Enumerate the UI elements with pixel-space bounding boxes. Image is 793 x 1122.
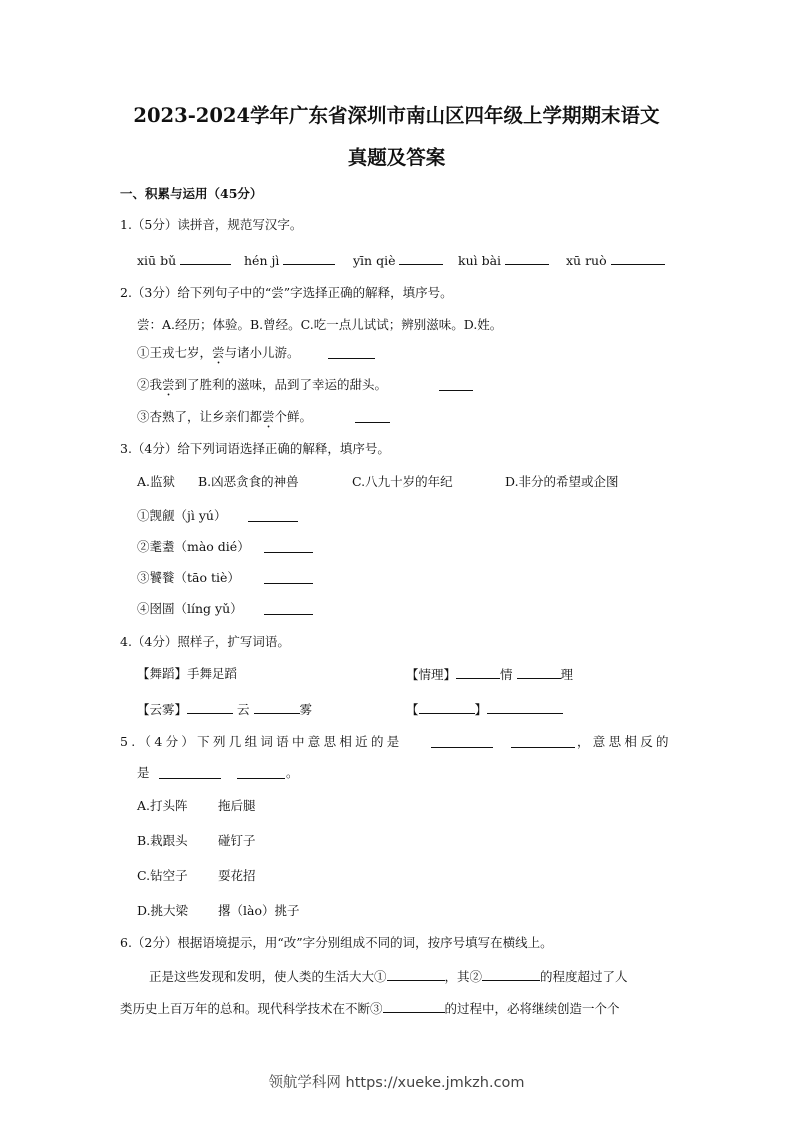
q1-stem: 1.（5分）读拼音，规范写汉字。 bbox=[120, 217, 303, 232]
answer-blank[interactable] bbox=[399, 252, 443, 265]
q3-word-1: ①觊觎（jì yú） bbox=[137, 508, 227, 523]
q4-qingli: 【情理】 情 理 bbox=[406, 667, 574, 682]
q6-passage-line-2: 类历史上百万年的总和。现代科学技术在不断③ 的过程中，必将继续创造一个个 bbox=[120, 1001, 620, 1016]
q5-option-b2: 碰钉子 bbox=[218, 833, 256, 848]
q3-option-b: B.凶恶贪食的神兽 bbox=[198, 474, 299, 489]
q4-stem: 4.（4分）照样子，扩写词语。 bbox=[120, 634, 290, 649]
q1-item-2: hén jì bbox=[244, 252, 335, 269]
q3-stem: 3.（4分）给下列词语选择正确的解释，填序号。 bbox=[120, 441, 390, 456]
footer-watermark: 领航学科网 https://xueke.jmkzh.com bbox=[268, 1075, 525, 1091]
q5-stem-end: 。 bbox=[286, 765, 299, 780]
page-title-line1: 2023-2024学年广东省深圳市南山区四年级上学期期末语文 bbox=[133, 104, 660, 127]
answer-blank[interactable] bbox=[248, 509, 298, 522]
q5-option-d2: 撂（lào）挑子 bbox=[218, 903, 300, 918]
answer-blank[interactable] bbox=[355, 410, 390, 423]
answer-blank[interactable] bbox=[517, 666, 561, 679]
q5-option-b: B.栽跟头 bbox=[137, 833, 188, 848]
page-title-line2: 真题及答案 bbox=[347, 146, 446, 169]
answer-blank[interactable] bbox=[264, 602, 313, 615]
q4-example: 【舞蹈】手舞足蹈 bbox=[137, 666, 238, 681]
q5-option-d: D.挑大梁 bbox=[137, 903, 189, 918]
answer-blank[interactable] bbox=[439, 378, 473, 391]
answer-blank[interactable] bbox=[383, 1000, 445, 1013]
q1-item-3: yīn qiè bbox=[353, 252, 443, 269]
answer-blank[interactable] bbox=[511, 735, 575, 748]
q5-option-a: A.打头阵 bbox=[137, 798, 188, 813]
q5-stem-c: 是 bbox=[137, 765, 150, 780]
answer-blank[interactable] bbox=[159, 766, 221, 779]
q4-custom: 【 】 bbox=[406, 701, 563, 718]
answer-blank[interactable] bbox=[180, 252, 231, 265]
q1-item-5: xū ruò bbox=[566, 252, 665, 269]
answer-blank[interactable] bbox=[505, 252, 549, 265]
answer-blank[interactable] bbox=[187, 701, 233, 714]
q3-word-3: ③饕餮（tāo tiè） bbox=[137, 570, 240, 585]
answer-blank[interactable] bbox=[482, 968, 540, 981]
q2-options: 尝：A.经历；体验。B.曾经。C.吃一点儿试试；辨别滋味。D.姓。 bbox=[137, 317, 503, 332]
q6-stem: 6.（2分）根据语境提示，用“改”字分别组成不同的词，按序号填写在横线上。 bbox=[120, 935, 553, 950]
q3-word-4: ④囹圄（líng yǔ） bbox=[137, 601, 243, 616]
q3-word-2: ②耄耋（mào dié） bbox=[137, 539, 250, 554]
q1-item-4: kuì bài bbox=[458, 252, 549, 269]
answer-blank[interactable] bbox=[264, 571, 313, 584]
q6-passage-line-1: 正是这些发现和发明，使人类的生活大大① ，其② 的程度超过了人 bbox=[149, 969, 628, 984]
q3-option-a: A.监狱 bbox=[137, 474, 176, 489]
q5-option-c: C.钻空子 bbox=[137, 868, 188, 883]
answer-blank[interactable] bbox=[237, 766, 285, 779]
q1-item-1: xiū bǔ bbox=[137, 252, 231, 269]
answer-blank[interactable] bbox=[611, 252, 665, 265]
q5-option-a2: 拖后腿 bbox=[218, 798, 256, 813]
answer-blank[interactable] bbox=[487, 701, 563, 714]
answer-blank[interactable] bbox=[387, 968, 445, 981]
answer-blank[interactable] bbox=[264, 540, 313, 553]
q3-option-d: D.非分的希望或企图 bbox=[505, 474, 619, 489]
q2-stem: 2.（3分）给下列句子中的“尝”字选择正确的解释，填序号。 bbox=[120, 285, 453, 300]
q4-yunwu: 【云雾】 云 雾 bbox=[137, 702, 313, 717]
answer-blank[interactable] bbox=[328, 346, 375, 359]
q5-stem-a: 5.（4分）下列几组词语中意思相近的是 bbox=[120, 734, 403, 749]
answer-blank[interactable] bbox=[431, 735, 493, 748]
section-heading: 一、积累与运用（45分） bbox=[120, 186, 263, 201]
answer-blank[interactable] bbox=[456, 666, 500, 679]
answer-blank[interactable] bbox=[419, 701, 475, 714]
q2-sentence-1: ①王戎七岁，尝与诸小儿游。 bbox=[137, 345, 300, 360]
q2-sentence-2: ②我尝到了胜利的滋味，品到了幸运的甜头。 bbox=[137, 377, 388, 392]
q5-option-c2: 耍花招 bbox=[218, 868, 256, 883]
q5-stem-b: ，意思相反的 bbox=[577, 734, 672, 749]
answer-blank[interactable] bbox=[254, 701, 300, 714]
q2-sentence-3: ③杏熟了，让乡亲们都尝个鲜。 bbox=[137, 409, 313, 424]
answer-blank[interactable] bbox=[283, 252, 335, 265]
q3-option-c: C.八九十岁的年纪 bbox=[352, 474, 453, 489]
